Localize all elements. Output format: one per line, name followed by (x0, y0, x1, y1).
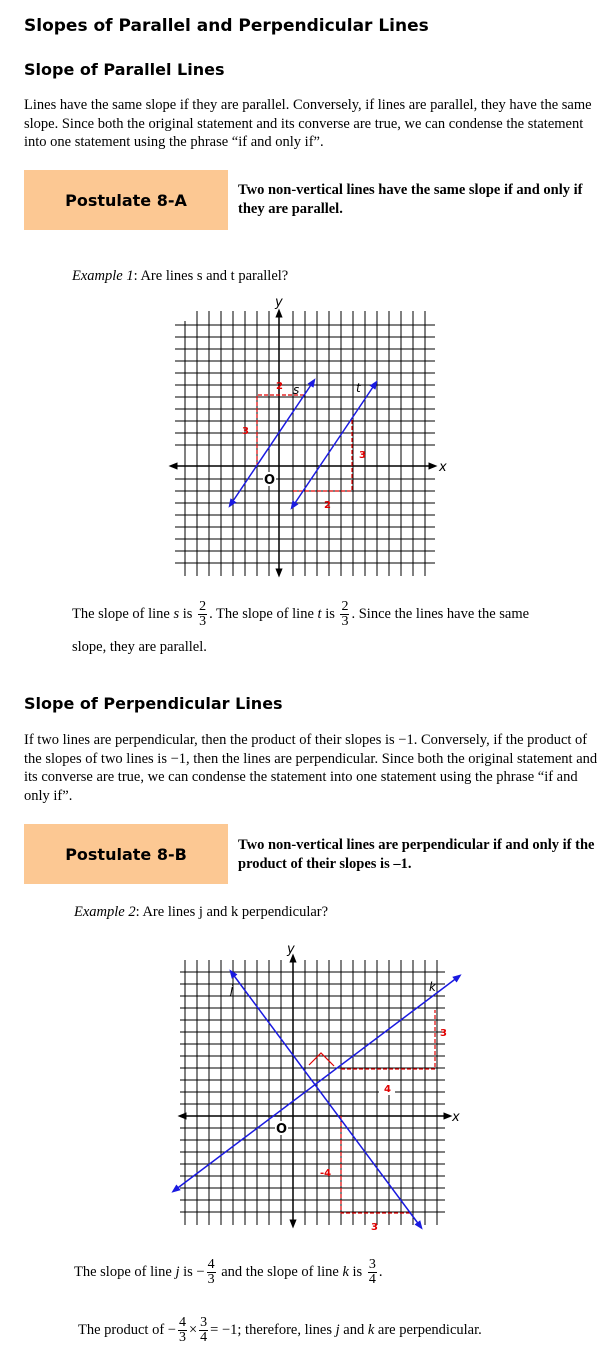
rise-label-s: 3 (242, 426, 249, 437)
postulate-8a-label: Postulate 8-A (24, 170, 228, 230)
text: is (321, 605, 339, 622)
var-t: t (317, 605, 322, 622)
rise-label-t: 3 (359, 450, 366, 461)
rise-label-k: 3 (440, 1028, 447, 1039)
text: and (339, 1321, 368, 1338)
denominator: 3 (199, 614, 207, 629)
fraction (199, 1316, 208, 1345)
run-label-k: 4 (384, 1084, 391, 1095)
example-1-label: Example 1 (72, 268, 134, 284)
var-j: j (335, 1321, 340, 1338)
line-t-label: t (356, 381, 361, 395)
postulate-8a-text: Two non-vertical lines have the same slope if and only if they are parallel. (238, 182, 583, 217)
rise-label-j: -4 (320, 1168, 332, 1179)
example-2-label: Example 2 (74, 904, 136, 920)
denominator: 3 (341, 614, 349, 629)
x-axis-label: x (452, 1110, 460, 1125)
text: . The slope of line (209, 605, 318, 622)
text: The slope of line (74, 1263, 176, 1280)
origin-label: O (264, 473, 276, 488)
fraction (198, 600, 207, 629)
y-axis-label: y (287, 942, 295, 957)
perpendicular-intro: If two lines are perpendicular, then the product of their slopes is −1. Conversely, if the product of the slopes of two lines is −1, then the lines are perpendicular. Since both the original statement and its converse are true, we can condense the statement into one statement using the phrase “if and only if”. (24, 732, 598, 804)
perpendicular-conclusion-2 (78, 1316, 482, 1345)
text: is − (179, 1263, 205, 1280)
text: is (348, 1263, 366, 1280)
fraction (207, 1258, 216, 1287)
parallel-conclusion (72, 600, 529, 629)
parallel-intro: Lines have the same slope if they are parallel. Conversely, if lines are parallel, they have the same slope. Since both the original statement and its converse are true, we can condense the statement into one statement using the phrase “if and only if”. (24, 97, 592, 150)
text: The product of − (78, 1321, 176, 1338)
grid (175, 311, 435, 576)
var-j: j (175, 1263, 180, 1280)
denominator: 3 (178, 1330, 186, 1345)
text: . Since the lines have the same (351, 605, 530, 622)
line-j-label: j (230, 983, 234, 997)
denominator: 3 (207, 1272, 215, 1287)
var-s: s (173, 605, 180, 622)
example-2-text: : Are lines j and k perpendicular? (135, 904, 329, 920)
var-k: k (367, 1321, 375, 1338)
x-axis-label: x (439, 460, 447, 475)
postulate-8b-label: Postulate 8-B (24, 824, 228, 884)
text: are perpendicular. (374, 1321, 482, 1338)
fraction (340, 600, 349, 629)
example-2-question (74, 904, 328, 921)
perpendicular-lines-graph (170, 940, 470, 1230)
page-title: Slopes of Parallel and Perpendicular Lines (24, 16, 429, 36)
numerator: 3 (200, 1315, 208, 1330)
origin-label: O (276, 1122, 288, 1137)
numerator: 4 (178, 1315, 186, 1330)
denominator: 4 (368, 1272, 376, 1287)
run-label-s: 2 (276, 381, 283, 392)
line-s-label: s (293, 383, 300, 397)
denominator: 4 (200, 1330, 208, 1345)
line-k-label: k (429, 980, 436, 994)
example-1-question (72, 268, 288, 285)
numerator: 4 (207, 1257, 215, 1272)
section-heading-parallel: Slope of Parallel Lines (24, 60, 225, 79)
section-heading-perpendicular: Slope of Perpendicular Lines (24, 694, 283, 713)
fraction (368, 1258, 377, 1287)
var-k: k (342, 1263, 349, 1280)
fraction (178, 1316, 187, 1345)
parallel-conclusion-line2: slope, they are parallel. (72, 639, 207, 655)
run-label-j: 3 (371, 1222, 378, 1230)
numerator: 3 (368, 1257, 376, 1272)
right-angle-marker (309, 1053, 334, 1066)
parallel-lines-graph (165, 296, 455, 581)
times-sign: × (188, 1321, 198, 1338)
y-axis-label: y (275, 296, 283, 310)
text: = −1; therefore, lines (210, 1321, 336, 1338)
perpendicular-conclusion-1 (74, 1258, 382, 1287)
run-label-t: 2 (324, 500, 331, 511)
example-1-text: : Are lines s and t parallel? (133, 268, 289, 284)
numerator: 2 (199, 599, 207, 614)
text: is (179, 605, 197, 622)
text: . (378, 1263, 383, 1280)
postulate-8b-text: Two non-vertical lines are perpendicular if and only if the product of their slopes is –1. (238, 837, 595, 872)
text: The slope of line (72, 605, 174, 622)
grid (180, 960, 445, 1225)
text: and the slope of line (217, 1263, 343, 1280)
numerator: 2 (341, 599, 349, 614)
